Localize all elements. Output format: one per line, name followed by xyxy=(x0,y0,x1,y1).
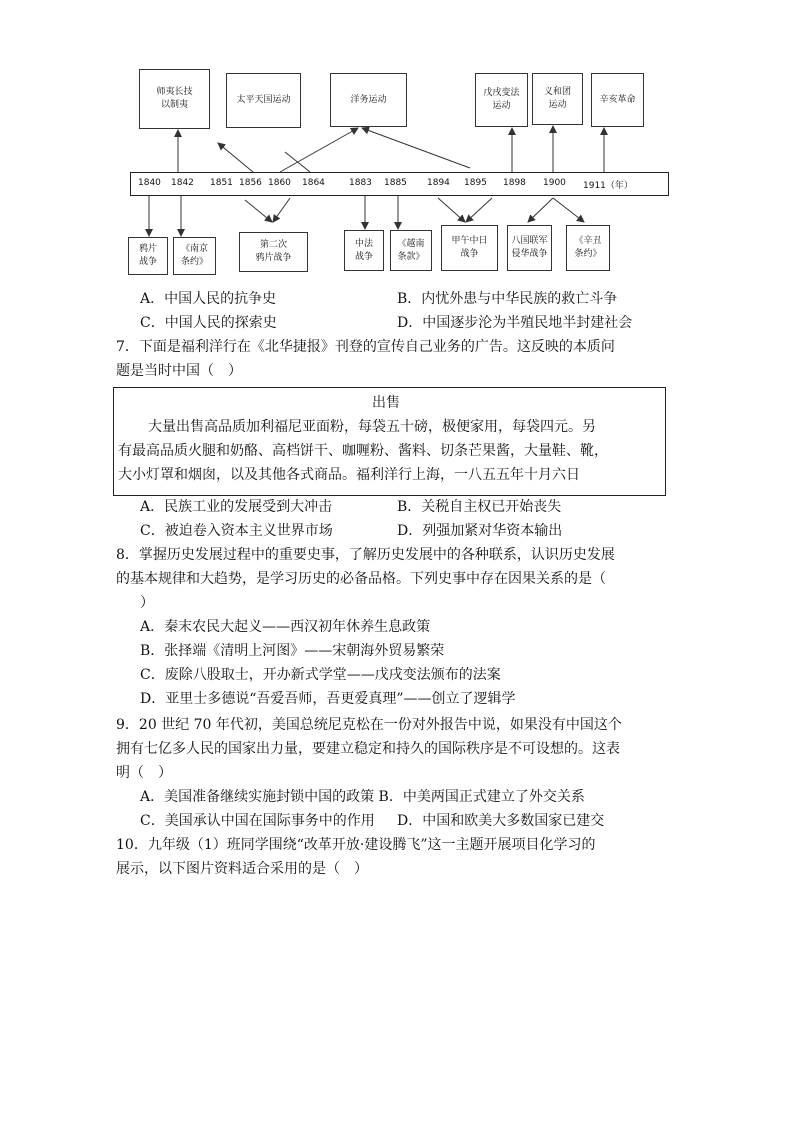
year-label: 1885 xyxy=(384,178,407,188)
year-label: 1883 xyxy=(349,178,372,188)
q8-option-d: D．亚里士多德说“吾爱吾师，吾更爱真理”——创立了逻辑学 xyxy=(140,691,516,707)
q10-stem: 展示，以下图片资料适合采用的是（ ） xyxy=(116,861,368,877)
q6-option-d: D．中国逐步沦为半殖民地半封建社会 xyxy=(397,315,633,331)
q9-stem: 拥有七亿多人民的国家出力量，要建立稳定和持久的国际秩序是不可设想的。这表 xyxy=(116,741,620,757)
q6-option-a: A．中国人民的抗争史 xyxy=(140,291,277,307)
year-label: 1894 xyxy=(427,178,450,188)
q9-option-d: D．中国和欧美大多数国家已建交 xyxy=(397,813,605,829)
q10-stem: 10．九年级（1）班同学围绕“改革开放·建设腾飞”这一主题开展项目化学习的 xyxy=(116,837,596,853)
q7-option-b: B．关税自主权已开始丧失 xyxy=(397,499,562,515)
box-second-opium-war: 第二次 鸦片战争 xyxy=(239,232,308,272)
q8-stem: ） xyxy=(140,595,154,611)
year-label: 1851 xyxy=(210,178,233,188)
q6-option-c: C．中国人民的探索史 xyxy=(140,315,277,331)
q8-option-a: A．秦末农民大起义——西汉初年休养生息政策 xyxy=(140,619,431,635)
box-yuenan: 《越南 条款》 xyxy=(390,230,432,271)
box-yapian: 鸦片 战争 xyxy=(128,237,168,275)
q8-stem: 的基本规律和大趋势，是学习历史的必备品格。下列史事中存在因果关系的是（ xyxy=(116,571,606,587)
q9-stem: 明（ ） xyxy=(116,765,172,781)
year-label: 1842 xyxy=(171,178,194,188)
q9-stem: 9．20 世纪 70 年代初，美国总统尼克松在一份对外报告中说，如果没有中国这个 xyxy=(116,717,622,733)
year-label: 1900 xyxy=(543,178,566,188)
q6-option-b: B．内忧外患与中华民族的救亡斗争 xyxy=(397,291,618,307)
ad-title: 出售 xyxy=(372,395,400,411)
q9-options-ab: A．美国准备继续实施封锁中国的政策 B．中美两国正式建立了外交关系 xyxy=(140,789,585,805)
box-baguo: 八国联军 侵华战争 xyxy=(507,225,552,271)
ad-text: 有最高品质火腿和奶酪、高档饼干、咖喱粉、酱料、切条芒果酱，大量鞋、靴， xyxy=(118,443,608,459)
q9-option-c: C．美国承认中国在国际事务中的作用 xyxy=(140,813,375,829)
year-label: 1895 xyxy=(464,178,487,188)
box-taiping: 太平天国运动 xyxy=(226,73,301,128)
year-label: 1856 xyxy=(239,178,262,188)
q8-option-b: B．张择端《清明上河图》——宋朝海外贸易繁荣 xyxy=(140,643,445,659)
box-wuxu: 戊戌变法 运动 xyxy=(475,73,528,127)
box-xinchou: 《辛丑 条约》 xyxy=(566,225,610,271)
box-shiyi-changji: 师夷长技 以制夷 xyxy=(139,69,210,129)
year-label: 1911（年） xyxy=(583,181,633,191)
year-label: 1864 xyxy=(302,178,325,188)
ad-text: 大小灯罩和烟囱，以及其他各式商品。福利洋行上海，一八五五年十月六日 xyxy=(118,467,580,483)
q7-option-a: A．民族工业的发展受到大冲击 xyxy=(140,499,333,515)
box-xinhai: 辛亥革命 xyxy=(591,73,644,127)
q7-option-d: D．列强加紧对华资本输出 xyxy=(397,523,563,539)
q8-option-c: C．废除八股取士，开办新式学堂——戊戌变法颁布的法案 xyxy=(140,667,501,683)
q8-stem: 8．掌握历史发展过程中的重要史事，了解历史发展中的各种联系，认识历史发展 xyxy=(116,547,615,563)
q7-option-c: C．被迫卷入资本主义世界市场 xyxy=(140,523,333,539)
year-label: 1840 xyxy=(138,178,161,188)
q7-stem: 题是当时中国（ ） xyxy=(116,363,242,379)
box-nanjing: 《南京 条约》 xyxy=(173,237,216,275)
q7-stem: 7．下面是福利洋行在《北华捷报》刊登的宣传自己业务的广告。这反映的本质问 xyxy=(116,339,615,355)
box-yangwu: 洋务运动 xyxy=(330,73,407,127)
ad-text: 大量出售高品质加利福尼亚面粉，每袋五十磅，极便家用，每袋四元。另 xyxy=(148,419,596,435)
box-jiawu: 甲午中日 战争 xyxy=(441,225,498,271)
box-zhongfa: 中法 战争 xyxy=(344,230,384,271)
box-yihetuan: 义和团 运动 xyxy=(532,73,583,125)
year-label: 1860 xyxy=(268,178,291,188)
year-label: 1898 xyxy=(503,178,526,188)
